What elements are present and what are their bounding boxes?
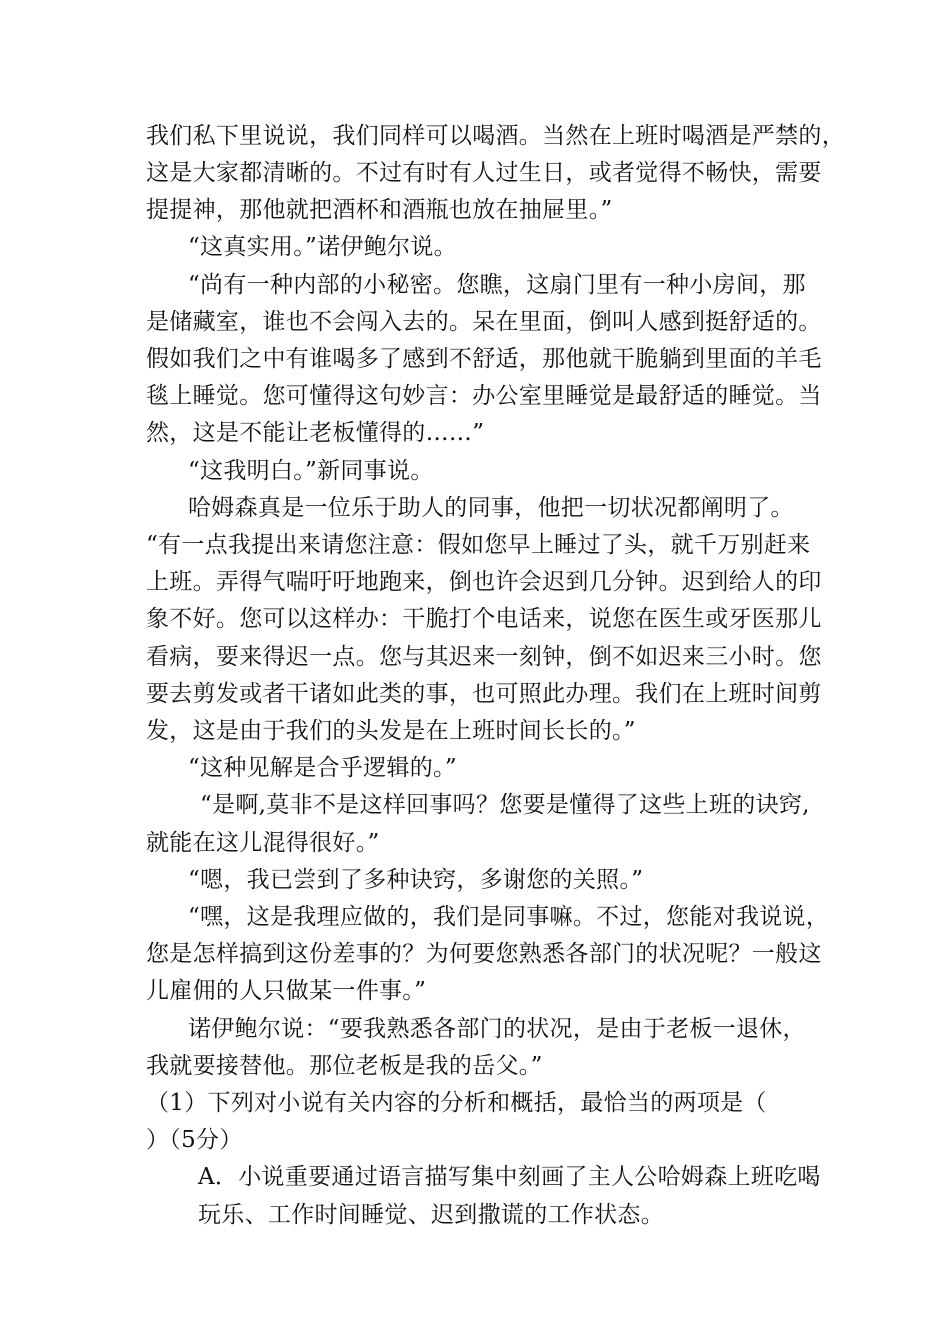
text-line: “这我明白。”新同事说。 [188, 458, 434, 484]
text-line: 上班。弄得气喘吁吁地跑来，倒也许会迟到几分钟。迟到给人的印 [146, 569, 822, 595]
text-line: “有一点我提出来请您注意：假如您早上睡过了头，就千万别赶来 [146, 532, 811, 558]
text-line: 这是大家都清晰的。不过有时有人过生日，或者觉得不畅快，需要 [146, 160, 822, 186]
text-line: 我们私下里说说，我们同样可以喝酒。当然在上班时喝酒是严禁的， [146, 123, 845, 149]
text-line: “尚有一种内部的小秘密。您瞧，这扇门里有一种小房间，那 [188, 272, 806, 298]
text-line: “这种见解是合乎逻辑的。” [188, 755, 457, 781]
question-line: （1）下列对小说有关内容的分析和概括，最恰当的两项是（ [146, 1090, 767, 1116]
text-line: 要去剪发或者干诸如此类的事，也可照此办理。我们在上班时间剪 [146, 681, 822, 707]
text-line: 看病，要来得迟一点。您与其迟来一刻钟，倒不如迟来三小时。您 [146, 644, 822, 670]
text-line: “嗯，我已尝到了多种诀窍，多谢您的关照。” [188, 867, 644, 893]
option-line: A．小说重要通过语言描写集中刻画了主人公哈姆森上班吃喝 [198, 1164, 821, 1190]
text-line: 您是怎样搞到这份差事的？为何要您熟悉各部门的状况呢？一般这 [146, 941, 822, 967]
text-line: 哈姆森真是一位乐于助人的同事，他把一切状况都阐明了。 [188, 495, 794, 521]
text-line: 就能在这儿混得很好。” [146, 830, 380, 856]
text-line: “这真实用。”诺伊鲍尔说。 [188, 234, 457, 260]
text-line: “嘿，这是我理应做的，我们是同事嘛。不过，您能对我说说， [188, 904, 830, 930]
question-line: ）（5分） [146, 1127, 243, 1153]
text-line: 儿雇佣的人只做某一件事。” [146, 978, 427, 1004]
text-line: 我就要接替他。那位老板是我的岳父。” [146, 1053, 543, 1079]
text-line: 然，这是不能让老板懂得的……” [146, 420, 485, 446]
option-line: 玩乐、工作时间睡觉、迟到撒谎的工作状态。 [198, 1202, 664, 1228]
text-line: 象不好。您可以这样办：干脆打个电话来，说您在医生或牙医那儿 [146, 606, 822, 632]
text-line: 毯上睡觉。您可懂得这句妙言：办公室里睡觉是最舒适的睡觉。当 [146, 383, 822, 409]
text-line: 诺伊鲍尔说：“要我熟悉各部门的状况，是由于老板一退休， [188, 1016, 806, 1042]
text-line: 发，这是由于我们的头发是在上班时间长长的。” [146, 718, 636, 744]
text-line: 假如我们之中有谁喝多了感到不舒适，那他就干脆躺到里面的羊毛 [146, 346, 822, 372]
text-line: 提提神，那他就把酒杯和酒瓶也放在抽屉里。” [146, 197, 613, 223]
text-line: “是啊,莫非不是这样回事吗？您要是懂得了这些上班的诀窍, [200, 792, 810, 818]
text-line: 是储藏室，谁也不会闯入去的。呆在里面，倒叫人感到挺舒适的。 [146, 309, 822, 335]
